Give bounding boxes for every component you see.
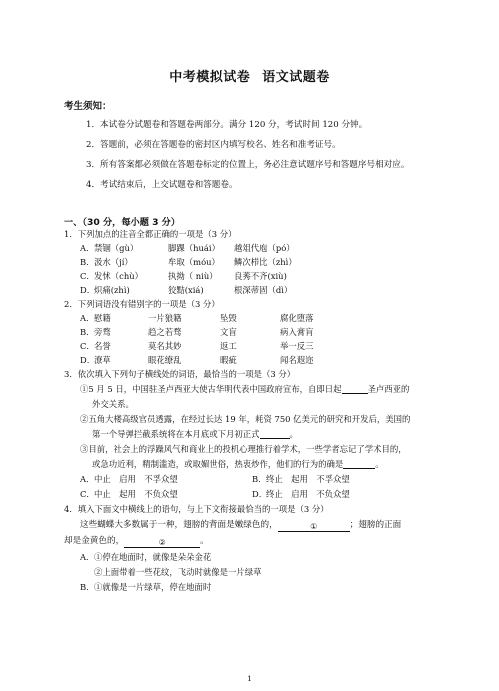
option-text: ①停在地面时，就像是朵朵金花 <box>94 552 212 562</box>
option-label: B． <box>80 582 95 592</box>
answer-blank <box>342 384 368 394</box>
option-label: D． <box>80 355 96 365</box>
option-text: 汲水（jí） <box>94 257 133 267</box>
option-text: 举一反三 <box>280 341 314 351</box>
passage-text: 这些蝴蝶大多数属于一种，翅膀的背面是嫩绿色的， <box>80 520 278 530</box>
option-text: 越俎代庖（pó） <box>234 243 295 253</box>
q2-option <box>80 341 314 352</box>
q2-option <box>80 313 314 324</box>
option-text: 名誉 <box>94 341 111 351</box>
option-label: C． <box>80 271 95 281</box>
q3-option-row <box>80 489 350 500</box>
option-text: 执拗（ niù） <box>168 271 218 281</box>
notice-item: 3．所有答案都必须做在答题卷标定的位置上，务必注意试题序号和答题序号相对应。 <box>86 160 410 170</box>
option-text: 牟取（móu） <box>168 257 220 267</box>
title-sub: 语文试题卷 <box>262 70 330 85</box>
q3-sentence-cont: 外交关系。 <box>92 399 134 409</box>
option-label: C． <box>80 341 95 351</box>
q3-option-row <box>80 474 350 485</box>
option-text: 旁骛 <box>94 327 111 337</box>
option-text: 终止 起用 不孚众望 <box>266 474 350 484</box>
q1-option <box>80 285 308 296</box>
sentence-text: 或急功近利，精制滥造，或取媚世俗，热衷炒作，他们的行为的确是 <box>92 459 344 469</box>
q1-option <box>80 257 308 268</box>
passage-text: ；翅膀的正面 <box>349 520 402 530</box>
option-text: 中止 启用 不孚众望 <box>94 474 178 484</box>
section-heading: 一、（30 分，每小题 3 分） <box>64 217 181 228</box>
answer-blank: ① <box>278 522 350 532</box>
option-text: 终止 启用 不负众望 <box>266 489 350 499</box>
option-text: 腐化堕落 <box>280 313 314 323</box>
option-text: 炽痛(zhì) <box>94 285 130 295</box>
notice-item: 4．考试结束后，上交试题卷和答题卷。 <box>86 180 238 190</box>
page-title <box>0 66 499 85</box>
q4-option <box>80 552 211 563</box>
q4-passage <box>80 520 401 532</box>
option-text: 莫名其妙 <box>148 341 182 351</box>
q4-passage <box>64 536 209 548</box>
q1-stem: 1．下列加点的注音全都正确的一项是（3 分） <box>64 229 237 239</box>
notice-item: 2．答题前，必须在答题卷的密封区内填写校名、姓名和准考证号。 <box>86 140 341 150</box>
q3-sentence: ②五角大楼高级官员透露，在经过长达 19 年，耗资 750 亿美元的研究和开发后，美国的 <box>80 414 411 424</box>
page-number: 1 <box>247 674 252 683</box>
notice-heading: 考生须知： <box>64 101 112 112</box>
q3-sentence: ③目前，社会上的浮躁风气和商业上的投机心理推行着学术，一些学者忘记了学术目的， <box>80 444 407 454</box>
option-text: 脚踝（huái） <box>168 243 220 253</box>
answer-blank: ② <box>124 538 200 548</box>
passage-text: 却是金黄色的， <box>64 536 125 546</box>
option-text: 闻名遐迩 <box>280 355 314 365</box>
sentence-text: 。 <box>289 429 298 439</box>
answer-blank <box>260 429 290 439</box>
option-text: 潦草 <box>94 355 111 365</box>
option-text: 坠毁 <box>220 313 237 323</box>
sentence-text: 圣卢西亚的 <box>367 384 410 394</box>
option-label: A． <box>80 313 95 323</box>
option-label: D． <box>80 285 96 295</box>
q4-stem: 4．填入下面文中横线上的语句，与上下文衔接最恰当的一项是（3 分） <box>64 504 329 514</box>
q3-sentence <box>80 384 409 395</box>
option-label: D． <box>252 489 268 499</box>
option-text: 眼花缭乱 <box>148 355 182 365</box>
option-text: 根深蒂固（dì） <box>234 285 293 295</box>
option-label: B． <box>252 474 267 484</box>
option-text: 慰籍 <box>94 313 111 323</box>
q4-option <box>80 582 211 593</box>
q1-option <box>80 243 308 254</box>
option-text: 狡黠(xiá) <box>168 285 204 295</box>
option-label: A． <box>80 474 95 484</box>
option-text: 暇疵 <box>220 355 237 365</box>
sentence-text: 。 <box>375 459 384 469</box>
option-label: B． <box>80 327 95 337</box>
option-label: B． <box>80 257 95 267</box>
notice-item: 1．本试卷分试题卷和答题卷两部分。满分 120 分，考试时间 120 分钟。 <box>86 120 368 130</box>
option-text: ①就像是一片绿草，停在地面时 <box>94 582 212 592</box>
q3-sentence-cont <box>92 459 384 470</box>
q4-option-cont: ②上面带着一些花纹，飞动时就像是一片绿草 <box>94 567 262 577</box>
option-text: 一片狼籍 <box>148 313 182 323</box>
option-text: 文盲 <box>220 327 237 337</box>
q3-stem: 3．依次填入下列句子横线处的词语，最恰当的一项是（3 分） <box>64 369 296 379</box>
q1-option <box>80 271 308 282</box>
option-label: A． <box>80 552 95 562</box>
answer-blank <box>343 459 375 469</box>
q3-sentence-cont <box>92 429 298 440</box>
q2-stem: 2．下列词语没有错别字的一项是（3 分） <box>64 299 220 309</box>
option-text: 鳞次栉比（zhì） <box>234 257 297 267</box>
option-text: 中止 起用 不负众望 <box>94 489 178 499</box>
sentence-text: ①5 月 5 日，中国驻圣卢西亚大使古华明代表中国政府宣布，自即日起 <box>80 384 342 394</box>
passage-text: 。 <box>200 536 209 546</box>
option-text: 返工 <box>220 341 237 351</box>
option-text: 病入膏肓 <box>280 327 314 337</box>
q2-option <box>80 327 314 338</box>
option-text: 良莠不齐(xiù) <box>234 271 287 281</box>
q2-option <box>80 355 314 366</box>
option-text: 发怵（chù） <box>94 271 143 281</box>
sentence-text: 第一个导弹拦截系统将在本月底或下月初正式 <box>92 429 260 439</box>
option-label: C． <box>80 489 95 499</box>
title-main: 中考模拟试卷 <box>169 70 251 85</box>
option-text: 趋之若骛 <box>148 327 182 337</box>
option-text: 禁锢（gù） <box>94 243 139 253</box>
option-label: A． <box>80 243 95 253</box>
